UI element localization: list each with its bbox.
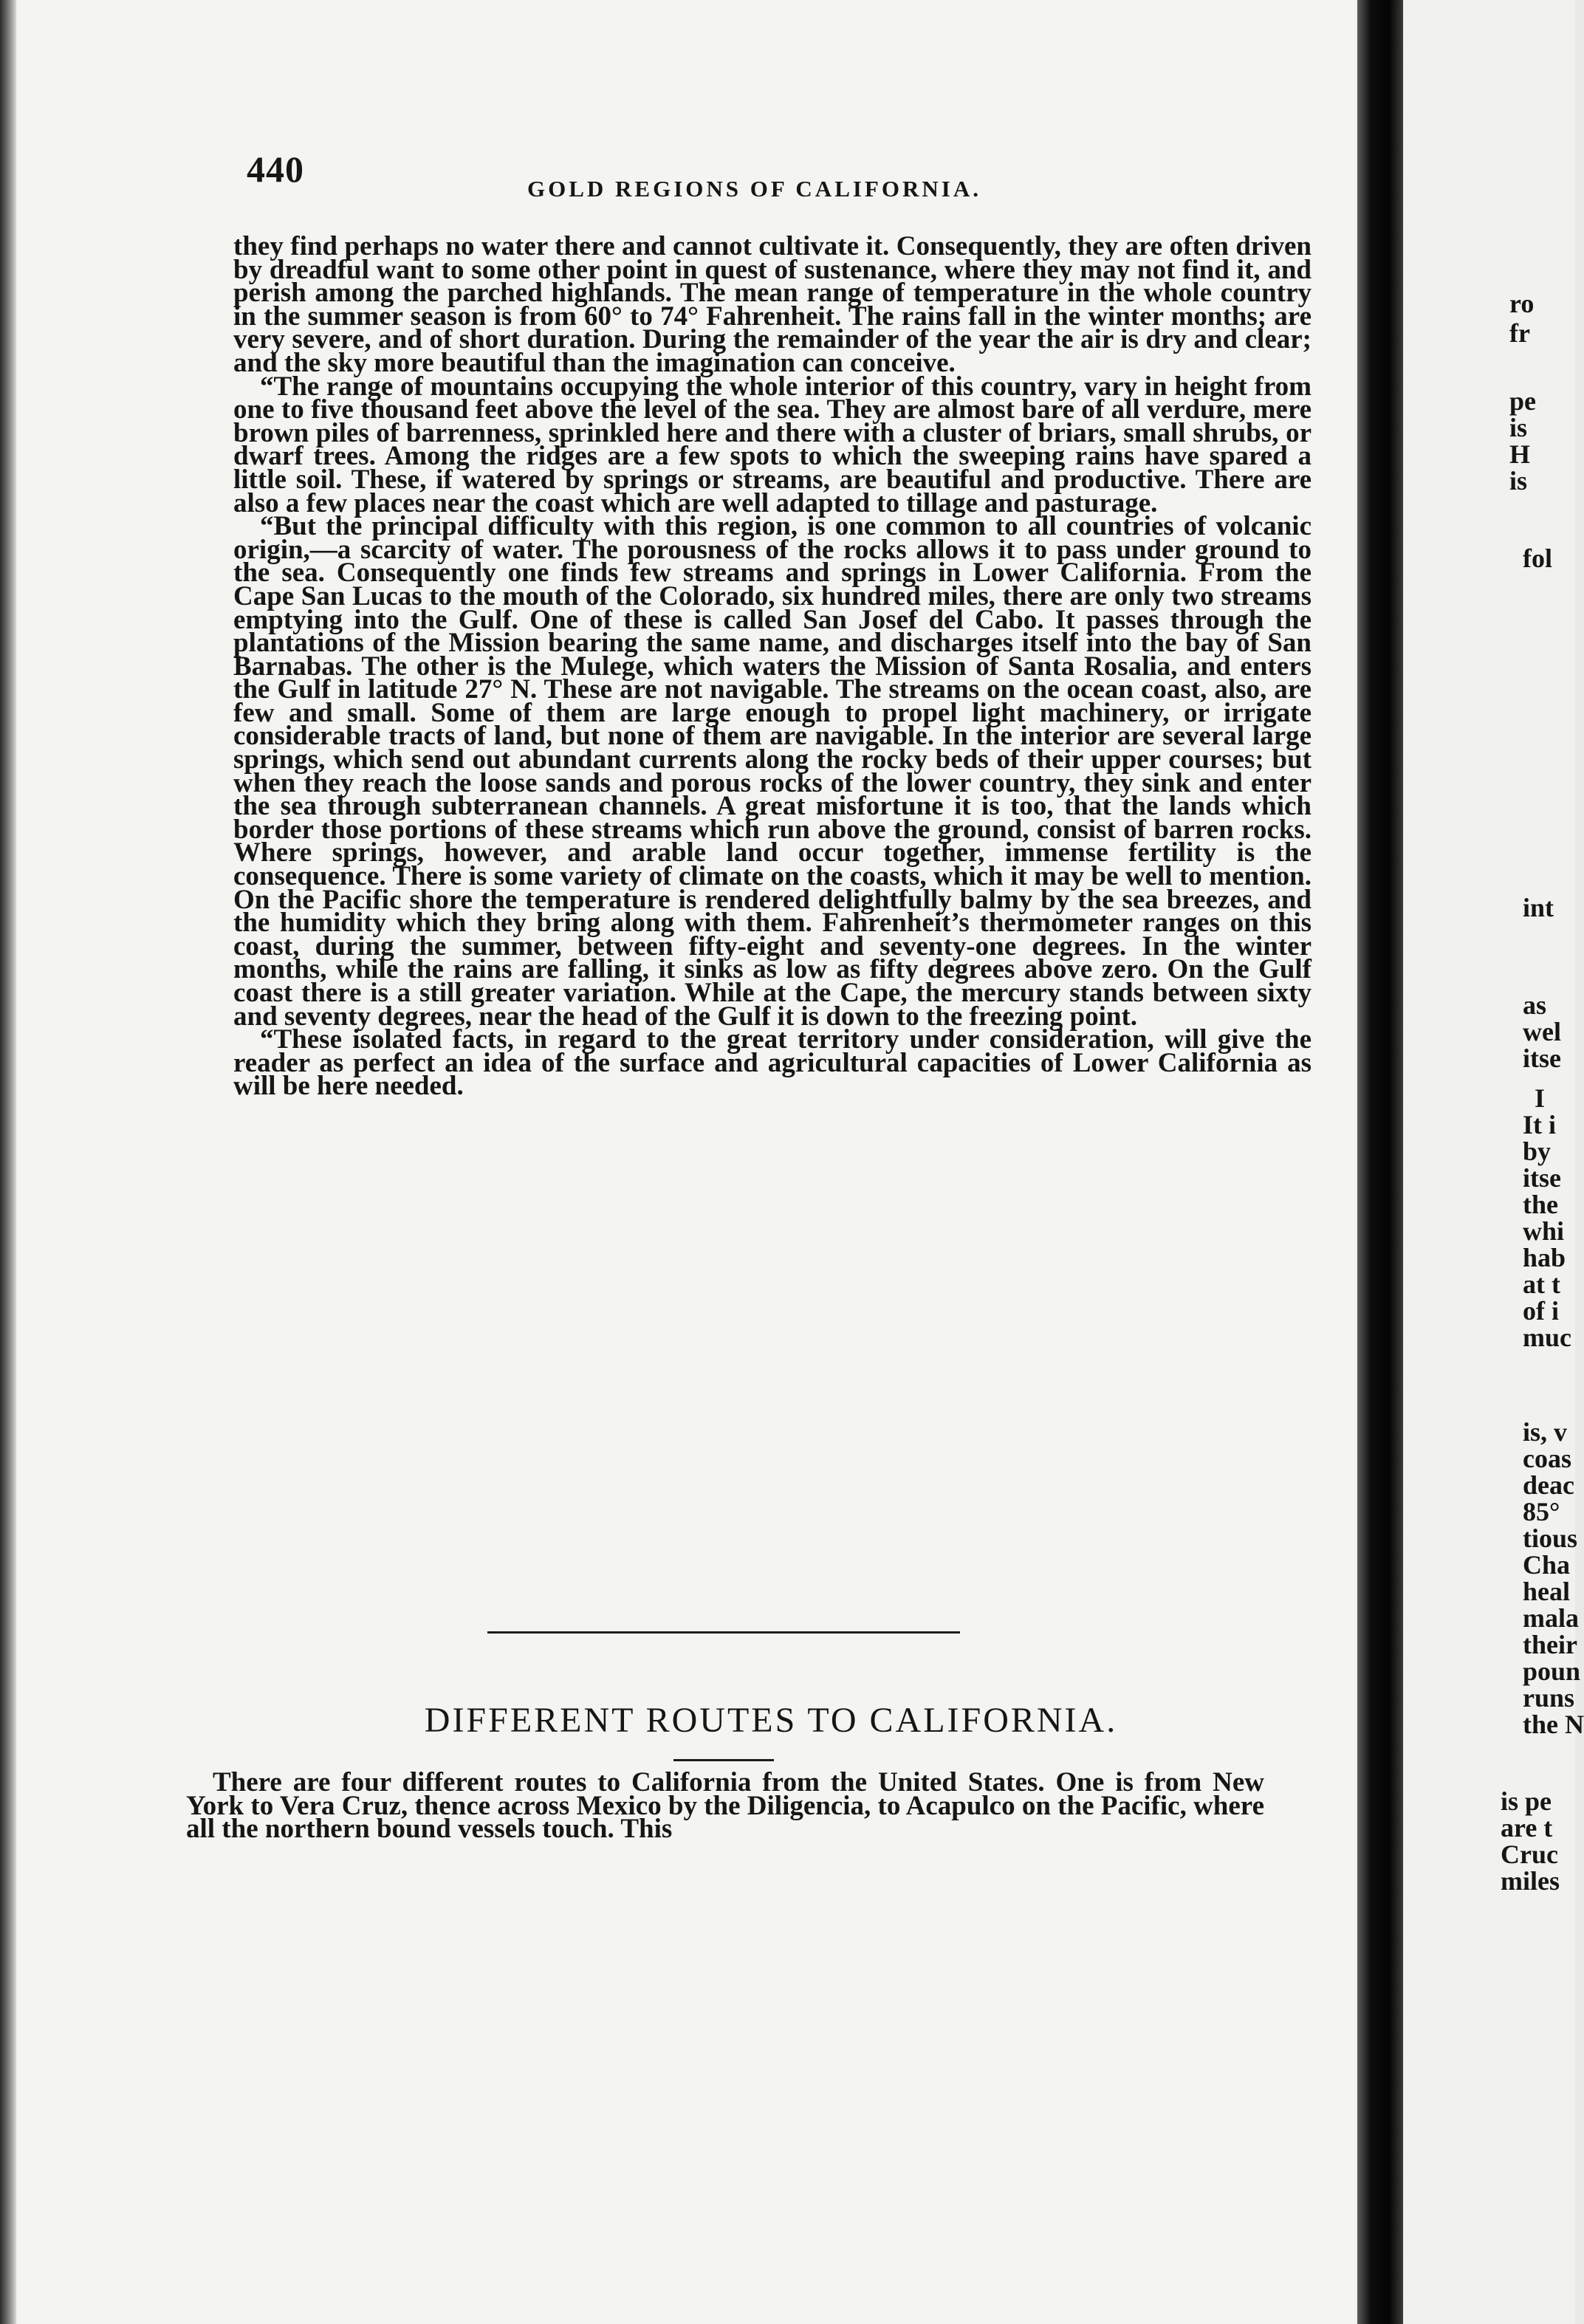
adjacent-fragment: is, v [1523,1417,1568,1447]
paragraph-climate: they find perhaps no water there and cannot cultivate it. Consequently, they are often driven by dreadful want to some other point in quest of sustenance, where they may not find it, and perish among the parched highlands. The mean range of temperature in the whole country in the summer season is from 60° to 74° Fahrenheit. The rains fall in the winter months; are very severe, and of short duration. During the remainder of the year the air is dry and clear; and the sky more beautiful than the imagination can conceive. [233,231,1312,378]
adjacent-fragment: itse [1523,1043,1561,1073]
adjacent-fragment: Cha [1523,1550,1571,1580]
adjacent-fragment: wel [1523,1017,1561,1046]
adjacent-fragment: at t [1523,1269,1560,1299]
paragraph-mountains: “The range of mountains occupying the whole interior of this country, vary in height from one to five thousand feet above the level of the sea. They are almost bare of all verdure, mere brown piles of barrenness, sprinkled here and there with a cluster of briars, small shrubs, or dwarf trees. Among the ridges are a few spots to which the sweeping rains have spared a little soil. These, if watered by springs or streams, are beautiful and productive. There are also a few places near the coast which are well adapted to tillage and pasturage. [233,371,1312,518]
adjacent-fragment: 85° [1523,1497,1560,1526]
book-page [18,0,1356,2324]
page-number: 440 [247,148,304,190]
adjacent-fragment: their [1523,1630,1577,1659]
adjacent-fragment: is [1509,466,1528,496]
adjacent-fragment: muc [1523,1323,1571,1352]
adjacent-page [1405,0,1584,2324]
adjacent-fragment: pe [1509,386,1536,416]
adjacent-fragment: mala [1523,1603,1579,1633]
adjacent-fragment: the N [1523,1710,1584,1739]
adjacent-fragment: of i [1523,1296,1559,1326]
body-text [233,231,1312,1102]
adjacent-fragment: itse [1523,1163,1561,1193]
title-underline-rule [673,1759,774,1761]
left-page-edge [0,0,16,2324]
adjacent-fragment: are t [1501,1813,1553,1843]
book-gutter [1357,0,1403,2324]
adjacent-fragment: coas [1523,1444,1571,1473]
adjacent-fragment: by [1523,1137,1552,1166]
adjacent-fragment: whi [1523,1216,1565,1246]
adjacent-fragment: H [1509,439,1531,469]
adjacent-fragment: fr [1509,318,1530,348]
adjacent-fragment: heal [1523,1577,1571,1606]
adjacent-fragment: It i [1523,1110,1556,1139]
section-title: DIFFERENT ROUTES TO CALIFORNIA. [424,1701,1118,1740]
adjacent-fragment: is pe [1501,1786,1552,1816]
paragraph-conclusion: “These isolated facts, in regard to the great territory under consideration, will give the reader as perfect an idea of the surface and agricultural capacities of Lower California as will be here needed. [233,1024,1312,1102]
adjacent-fragment: fol [1523,544,1552,573]
adjacent-fragment: runs [1523,1683,1575,1713]
routes-text [186,1767,1264,1845]
paragraph-routes: There are four different routes to California from the United States. One is from New York to Vera Cruz, thence across Mexico by the Diligencia, to Acapulco on the Pacific, where all the northern bound vessels touch. This [186,1767,1264,1845]
adjacent-fragment: I [1535,1083,1546,1113]
adjacent-fragment: Cruc [1501,1840,1558,1869]
adjacent-fragment: tious [1523,1523,1578,1553]
paragraph-water: “But the principal difficulty with this region, is one common to all countries of volcanic origin,—a scarcity of water. The porousness of the rocks allows it to pass under ground to the sea. Consequently one finds few streams and springs in Lower California. From the Cape San Lucas to the mouth of the Colorado, six hundred miles, there are only two streams emptying into the Gulf. One of these is called San Josef del Cabo. It passes through the plantations of the Mission bearing the same name, and discharges itself into the bay of San Barnabas. The other is the Mulege, which waters the Mission of Santa Rosalia, and enters the Gulf in latitude 27° N. These are not navigable. The streams on the ocean coast, also, are few and small. Some of them are large enough to propel light machinery, or irrigate considerable tracts of land, but none of them are navigable. In the interior are several large springs, which send out abundant currents along the rocky beds of their upper courses; but when they reach the loose sands and porous rocks of the lower country, they sink and enter the sea through subterranean channels. A great misfortune it is too, that the lands which border those portions of these streams which run above the ground, consist of barren rocks. Where springs, however, and arable land occur together, immense fertility is the consequence. There is some variety of climate on the coasts, which it may be well to mention. On the Pacific shore the temperature is rendered delightfully balmy by the sea breezes, and the humidity which they bring along with them. Fahrenheit’s thermometer ranges on this coast, during the summer, between fifty-eight and seventy-one degrees. In the winter months, while the rains are falling, it sinks as low as fifty degrees above zero. On the Gulf coast there is a still greater variation. While at the Cape, the mercury stands between sixty and seventy degrees, near the head of the Gulf it is down to the freezing point. [233,511,1312,1032]
adjacent-fragment: the [1523,1190,1558,1219]
adjacent-fragment: ro [1509,289,1535,318]
adjacent-fragment: int [1523,893,1554,922]
running-head: GOLD REGIONS OF CALIFORNIA. [527,176,981,202]
adjacent-fragment: is [1509,413,1528,442]
adjacent-fragment: hab [1523,1243,1566,1272]
section-divider-rule [487,1631,960,1634]
adjacent-fragment: as [1523,990,1547,1020]
adjacent-fragment: miles [1501,1866,1560,1896]
adjacent-fragment: poun [1523,1656,1581,1686]
adjacent-fragment: deac [1523,1470,1574,1500]
